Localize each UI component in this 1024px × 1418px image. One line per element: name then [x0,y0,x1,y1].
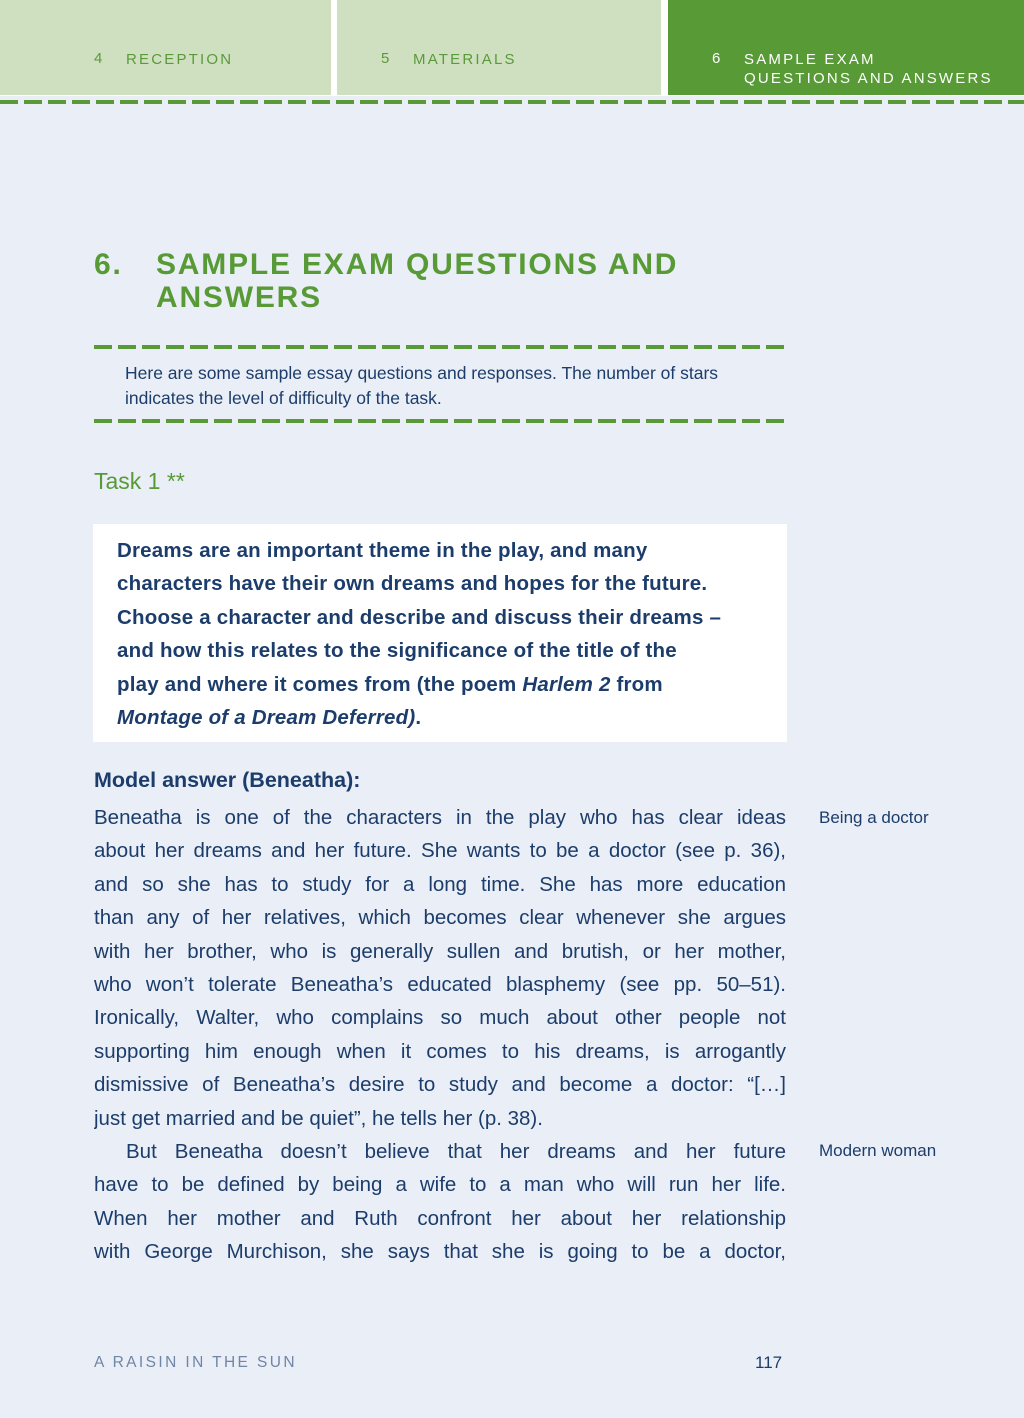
intro-text: Here are some sample essay questions and responses. The number of stars indicates the level of difficulty of the task. [125,363,719,408]
text-line: dismissive of Beneatha’s desire to study and become a doctor: “[…] [94,1073,786,1097]
header-divider [0,100,1024,104]
tab-reception[interactable] [0,0,331,95]
model-answer-heading: Model answer (Beneatha): [94,768,361,792]
text-line: Beneatha is one of the characters in the play who has clear ideas [94,806,786,829]
margin-note: Modern woman [819,1141,937,1160]
text-line: who won’t tolerate Beneatha’s educated blasphemy (see pp. 50–51). [94,973,786,997]
text-line: with her brother, who is generally sullen and brutish, or her mother, [94,939,786,963]
intro-divider-bottom [94,419,786,423]
tab-label: RECEPTION [126,51,234,68]
chapter-nav [0,0,1024,96]
tab-number: 4 [94,50,105,67]
question-box: Dreams are an important theme in the play, and many characters have their own dreams and hopes for the future. Choose a character and describe and discuss their dreams – and how this relates to the significance of the title of the play and where it comes from (the poem Harlem 2 from Montage of a Dream Deferred). [93,524,787,742]
text-line: But Beneatha doesn’t believe that her dreams and her future [126,1140,786,1164]
tab-label: SAMPLE EXAM QUESTIONS AND ANSWERS [744,51,993,87]
text-line: than any of her relatives, which becomes clear whenever she argues [94,906,786,930]
intro-divider-top [94,345,786,349]
margin-note: Being a doctor [819,808,929,827]
model-answer-body [94,801,786,1269]
text-line: about her dreams and her future. She wants to be a doctor (see p. 36), [94,839,786,863]
footer-book-title: A RAISIN IN THE SUN [94,1354,297,1371]
chapter-number: 6. [94,248,123,281]
task-heading: Task 1 ** [94,468,185,494]
text-line: with George Murchison, she says that she is going to be a doctor, [94,1240,786,1264]
text-line: and so she has to study for a long time. She has more education [94,872,786,896]
text-line: just get married and be quiet”, he tells her (p. 38). [94,1106,543,1130]
text-line: supporting him enough when it comes to his dreams, is arrogantly [94,1039,786,1063]
page-number: 117 [755,1353,783,1372]
chapter-title-text: SAMPLE EXAM QUESTIONS AND ANSWERS [156,248,679,314]
tab-number: 6 [712,50,723,67]
tab-label: MATERIALS [413,51,517,68]
text-line: have to be defined by being a wife to a man who will run her life. [94,1173,786,1197]
tab-number: 5 [381,50,392,67]
text-line: Ironically, Walter, who complains so much about other people not [94,1006,786,1030]
tab-materials[interactable] [337,0,661,95]
text-line: When her mother and Ruth confront her about her relationship [94,1206,786,1230]
tab-sample-exam[interactable] [668,0,1024,95]
